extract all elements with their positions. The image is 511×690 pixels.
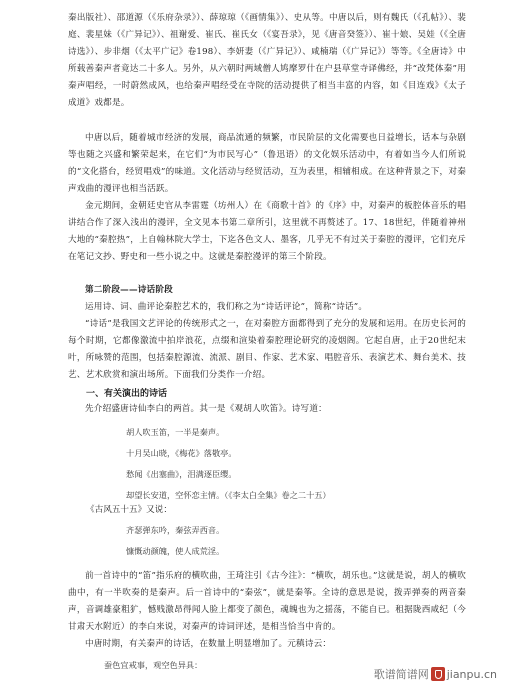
paragraph-6: 先介绍盛唐诗仙李白的两首。其一是《观胡人吹笛》。诗写道： bbox=[85, 404, 327, 414]
poem-line: 胡人吹玉笛，一半是秦声。 bbox=[126, 427, 225, 437]
poem-line: 却望长安道，空怀恋主情。（《李太白全集》卷之二十五） bbox=[126, 490, 331, 500]
paragraph-5: “诗话”是我国文艺评论的传统形式之一，在对秦腔方面都得到了充分的发展和运用。在历史长河的每个时期，它都像激流中拍岸浪花，点缀和渲染着秦腔理论研究的凌烟阁。它起自唐，止于20世纪末叶，所咏赞的范围，包括秦腔源流、流派、剧目、作家、艺术家、唱腔音乐、表演艺术、舞台美术、技艺、艺术欣赏和演出场所。下面我们分类作一介绍。 bbox=[68, 319, 466, 380]
subheading-performance: 一、有关演出的诗话 bbox=[86, 389, 168, 399]
poem-line: 十月吴山晓，《梅花》落敬亭。 bbox=[126, 448, 237, 458]
section-title: 第二阶段——诗话阶段 bbox=[85, 285, 173, 295]
paragraph-7: 前一首诗中的“笛”指乐府的横吹曲，王琦注引《古今注》：“横吹，胡乐也。”这就是说，胡人的横吹曲中，有一半吹奏的是秦声。后一首诗中的“秦弦”，就是秦筝。全诗的意思是说，拨弄弹奏的两音秦声，音调雄豪粗犷，憾贱激昂得闻人脸上都变了颜色，魂魄也为之揺荡，不能自已。租据陇西咸纪（今甘肃天水附近）的李白来说，对秦声的诗词评述，是相当恰当中肯的。 bbox=[68, 571, 466, 632]
paragraph-1: 秦出版社）、邵道源（《乐府杂录》）、薛琼琼（《画情集》）、史从等。中唐以后，则有魏氏（《孔帖》）、裴庭、裴星妹（《广异记》）、祖谢爱、崔氏、崔氏女（《宴吾录》，见《唐音癸签》）、崔十娘、吴娃（《全唐诗选》）、步非烟（《太平广记》卷198）、李妍妻（《广异记》）、咸楠瑞（《广异记》）等等。《全唐诗》中所载善秦声者竟达二十多人。另外，从六朝时两域僧人鸠摩罗什在户县草堂寺译佛经，并“改梵体秦”用秦声唱经，一时蔚然成风，也给秦声唱经受在寺院的活动提供了相当丰富的内容，如《目连戏》《太子成道》戏都是。 bbox=[68, 13, 466, 108]
poem-line: 蚕色宜戒事，观空色异具： bbox=[104, 660, 203, 670]
music-note-icon bbox=[431, 667, 445, 681]
site-watermark bbox=[374, 666, 497, 682]
section-title-block bbox=[68, 282, 466, 299]
poem-3 bbox=[104, 655, 202, 676]
paragraph-3: 金元期间，金朝廷史官从李雷霆（坊州人）在《商歌十首》的《序》中，对秦声的板腔体音乐的唱讲结合作了深入浅出的漫评，全文见本书第二章所引，这里就不再赘述了。17、18世纪，伴随着神州大地的“秦腔热”，上自翰林院大学士，下迄各色文人、墨客，几乎无不有过关于秦腔的漫评，它们充斥在笔记文抄、野史和一些小说之中。这就是秦腔漫评的第三个阶段。 bbox=[68, 201, 466, 262]
poem-line: 愁闻《出塞曲》，泪满逐臣缨。 bbox=[126, 469, 237, 479]
poem-line: 齐瑟弹东吟，秦弦弄西音。 bbox=[126, 525, 225, 535]
paragraph-2: 中唐以后，随着城市经济的发展，商品流通的频繁，市民阶层的文化需要也日益增长，话本与杂剧等也随之兴盛和繁荣起来，在它们“为市民写心”（鲁迅语）的文化娱乐活动中，有着如当今人们所说的“文化搭台，经贸唱戏”的味道。文化活动与经贸活动，互为表里，相辅相成。在这种背景之下，对秦声戏曲的漫评也相当活跃。 bbox=[68, 133, 466, 194]
paragraph-8: 中唐时期，有关秦声的诗话，在数量上明显增加了。元稹诗云： bbox=[85, 639, 332, 649]
poem-line: 慷慨动颜魄，使人成荒淫。 bbox=[126, 546, 225, 556]
poem-2-source: 《古风五十五》又说： bbox=[86, 505, 172, 515]
paragraph-4: 运用诗、词、曲评论秦腔艺术的，我们称之为“诗话评论”，简称“诗话”。 bbox=[85, 302, 368, 312]
watermark-text: 歌谱简谱网 bbox=[373, 668, 429, 681]
poem-2 bbox=[126, 520, 224, 562]
poem-1 bbox=[126, 422, 331, 506]
watermark-url: jianpu.cn bbox=[446, 667, 497, 681]
